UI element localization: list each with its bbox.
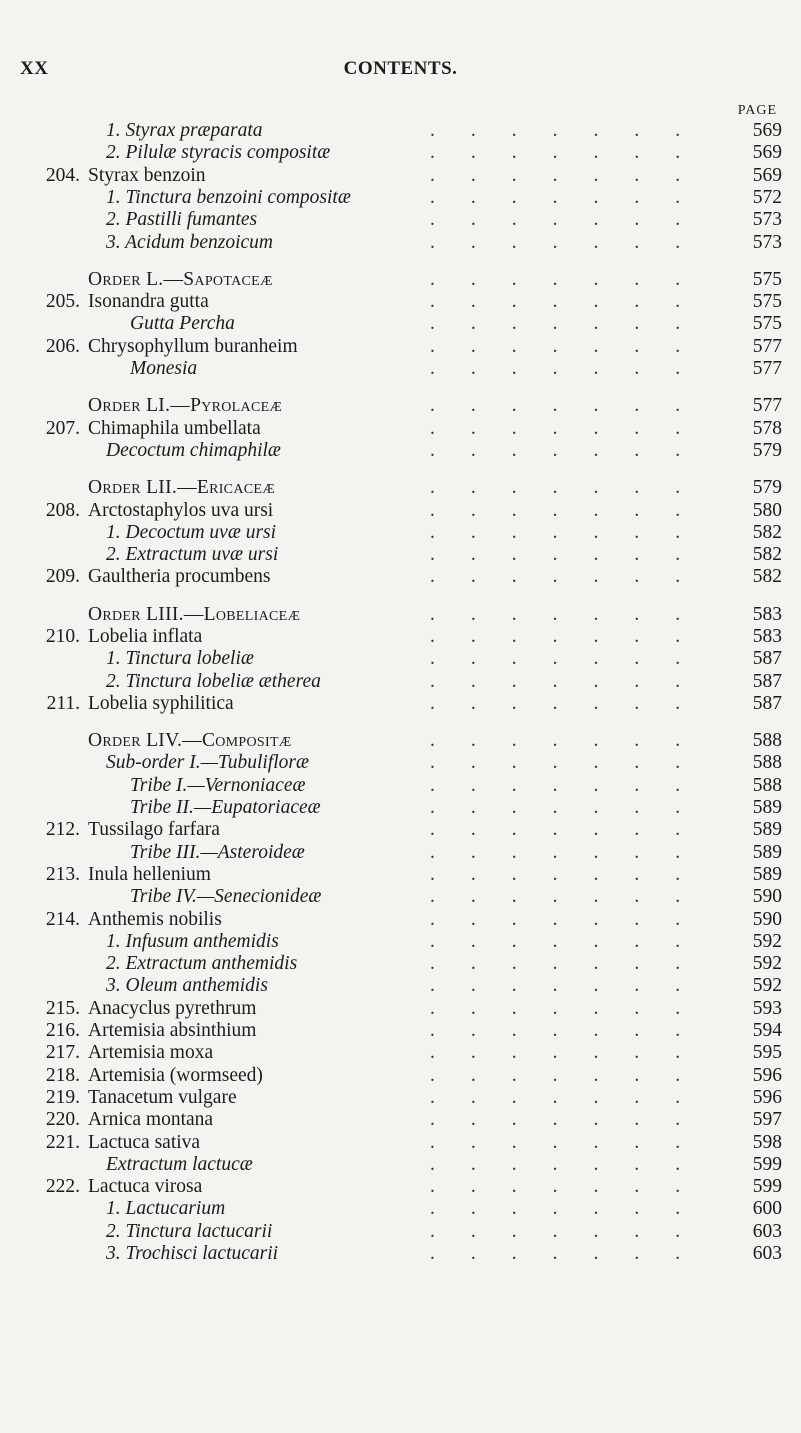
entry-title: Decoctum chimaphilæ: [106, 440, 281, 461]
entry-number: 211.: [46, 693, 80, 714]
entry-title: Inula hellenium: [88, 864, 211, 885]
entry-number: 204.: [45, 165, 80, 186]
entry-title: Arctostaphylos uva ursi: [88, 500, 274, 521]
entry-title: 1. Lactucarium: [106, 1198, 226, 1219]
leader-dots: .......: [430, 752, 717, 773]
entry-number: 210.: [45, 626, 80, 647]
leader-dots: .......: [430, 604, 717, 625]
entry-title: Tribe II.—Eupatoriaceæ: [130, 797, 321, 818]
leader-dots: .......: [430, 165, 717, 186]
contents-entry: [0, 208, 801, 232]
contents-entry: [0, 841, 801, 865]
entry-page-number: 575: [752, 269, 782, 290]
entry-page-number: 578: [752, 418, 782, 439]
contents-entry: [0, 997, 801, 1021]
contents-entry: [0, 625, 801, 649]
entry-number: 214.: [45, 909, 80, 930]
contents-entry: [0, 439, 801, 463]
entry-title: 3. Acidum benzoicum: [106, 232, 273, 253]
entry-page-number: 575: [752, 291, 782, 312]
page-title: CONTENTS.: [343, 58, 458, 79]
entry-page-number: 589: [752, 797, 782, 818]
entry-page-number: 577: [752, 395, 782, 416]
entry-title: Gaultheria procumbens: [88, 566, 271, 587]
leader-dots: .......: [430, 819, 717, 840]
leader-dots: .......: [430, 566, 717, 587]
contents-entry: [0, 499, 801, 523]
entry-title: 2. Extractum uvæ ursi: [106, 544, 279, 565]
entry-number: 205.: [45, 291, 80, 312]
entry-title: Arnica montana: [88, 1109, 214, 1130]
contents-entry: [0, 670, 801, 694]
contents-entry: [0, 186, 801, 210]
entry-page-number: 589: [752, 842, 782, 863]
leader-dots: .......: [430, 1042, 717, 1063]
entry-page-number: 577: [752, 336, 782, 357]
entry-page-number: 597: [752, 1109, 782, 1130]
leader-dots: .......: [430, 142, 717, 163]
entry-page-number: 580: [752, 500, 782, 521]
page-number: XX: [20, 58, 49, 79]
leader-dots: .......: [430, 693, 717, 714]
entry-page-number: 599: [752, 1154, 782, 1175]
entry-page-number: 569: [752, 142, 782, 163]
leader-dots: .......: [430, 909, 717, 930]
leader-dots: .......: [430, 1243, 717, 1264]
entry-number: 216.: [45, 1020, 80, 1041]
contents-entry: [0, 796, 801, 820]
leader-dots: .......: [430, 953, 717, 974]
contents-entry: [0, 930, 801, 954]
leader-dots: .......: [430, 730, 717, 751]
entry-title: Tribe I.—Vernoniaceæ: [130, 775, 306, 796]
leader-dots: .......: [430, 1020, 717, 1041]
contents-entry: [0, 1175, 801, 1199]
entry-page-number: 587: [752, 648, 782, 669]
entry-title: Tussilago farfara: [88, 819, 220, 840]
entry-title: Styrax benzoin: [88, 165, 206, 186]
leader-dots: .......: [430, 477, 717, 498]
entry-title: Anacyclus pyrethrum: [88, 998, 257, 1019]
contents-entry: [0, 1131, 801, 1155]
entry-page-number: 588: [752, 752, 782, 773]
entry-title: 3. Oleum anthemidis: [106, 975, 268, 996]
entry-page-number: 589: [752, 819, 782, 840]
entry-page-number: 582: [752, 566, 782, 587]
entry-page-number: 603: [752, 1243, 782, 1264]
leader-dots: .......: [430, 671, 717, 692]
contents-entry: [0, 952, 801, 976]
entry-page-number: 579: [752, 477, 782, 498]
entry-number: 207.: [45, 418, 80, 439]
entry-page-number: 600: [752, 1198, 782, 1219]
leader-dots: .......: [430, 1132, 717, 1153]
entry-title: Order LI.—Pyrolaceæ: [88, 395, 283, 416]
entry-page-number: 573: [752, 232, 782, 253]
leader-dots: .......: [430, 269, 717, 290]
entry-page-number: 596: [752, 1065, 782, 1086]
contents-entry: [0, 565, 801, 589]
contents-entry: [0, 692, 801, 716]
entry-page-number: 588: [752, 730, 782, 751]
entry-number: 220.: [45, 1109, 80, 1130]
leader-dots: .......: [430, 886, 717, 907]
entry-title: Artemisia moxa: [88, 1042, 214, 1063]
contents-entry: [0, 885, 801, 909]
leader-dots: .......: [430, 998, 717, 1019]
contents-entry: [0, 231, 801, 255]
entry-page-number: 596: [752, 1087, 782, 1108]
entry-title: Lactuca sativa: [88, 1132, 201, 1153]
leader-dots: .......: [430, 500, 717, 521]
leader-dots: .......: [430, 864, 717, 885]
contents-entry: [0, 1108, 801, 1132]
entry-page-number: 582: [752, 522, 782, 543]
contents-entry: [0, 1153, 801, 1177]
entry-page-number: 583: [752, 626, 782, 647]
entry-title: Order LIII.—Lobeliaceæ: [88, 604, 301, 625]
entry-number: 212.: [45, 819, 80, 840]
contents-entry: [0, 1041, 801, 1065]
entry-title: 2. Pilulæ styracis compositæ: [106, 142, 331, 163]
contents-entry: [0, 908, 801, 932]
entry-title: 2. Tinctura lactucarii: [106, 1221, 273, 1242]
entry-page-number: 582: [752, 544, 782, 565]
contents-entry: [0, 312, 801, 336]
leader-dots: .......: [430, 232, 717, 253]
leader-dots: .......: [430, 1154, 717, 1175]
entry-title: Lobelia syphilitica: [88, 693, 234, 714]
page-column-label: PAGE: [737, 103, 777, 118]
entry-page-number: 589: [752, 864, 782, 885]
entry-page-number: 569: [752, 120, 782, 141]
entry-page-number: 603: [752, 1221, 782, 1242]
entry-title: Order L.—Sapotaceæ: [88, 269, 273, 290]
leader-dots: .......: [430, 626, 717, 647]
entry-page-number: 575: [752, 313, 782, 334]
entry-number: 208.: [45, 500, 80, 521]
entry-title: Sub-order I.—Tubulifloræ: [106, 752, 309, 773]
leader-dots: .......: [430, 1087, 717, 1108]
entry-page-number: 587: [752, 693, 782, 714]
contents-entry: [0, 521, 801, 545]
entry-number: 219.: [45, 1087, 80, 1108]
entry-number: 217.: [45, 1042, 80, 1063]
leader-dots: .......: [430, 120, 717, 141]
leader-dots: .......: [430, 1065, 717, 1086]
contents-entry: [0, 290, 801, 314]
entry-page-number: 573: [752, 209, 782, 230]
leader-dots: .......: [430, 187, 717, 208]
leader-dots: .......: [430, 313, 717, 334]
entry-page-number: 588: [752, 775, 782, 796]
entry-title: 1. Tinctura benzoini compositæ: [106, 187, 351, 208]
entry-title: Lactuca virosa: [88, 1176, 203, 1197]
leader-dots: .......: [430, 931, 717, 952]
leader-dots: .......: [430, 522, 717, 543]
contents-entry: [0, 268, 801, 292]
leader-dots: .......: [430, 544, 717, 565]
leader-dots: .......: [430, 395, 717, 416]
leader-dots: .......: [430, 440, 717, 461]
leader-dots: .......: [430, 775, 717, 796]
leader-dots: .......: [430, 418, 717, 439]
entry-page-number: 594: [752, 1020, 782, 1041]
entry-title: Artemisia (wormseed): [88, 1065, 263, 1086]
contents-entry: [0, 774, 801, 798]
entry-title: 1. Styrax præparata: [106, 120, 263, 141]
leader-dots: .......: [430, 1109, 717, 1130]
leader-dots: .......: [430, 1221, 717, 1242]
entry-title: Chimaphila umbellata: [88, 418, 261, 439]
entry-page-number: 579: [752, 440, 782, 461]
entry-title: Anthemis nobilis: [88, 909, 222, 930]
leader-dots: .......: [430, 797, 717, 818]
entry-title: Chrysophyllum buranheim: [88, 336, 298, 357]
entry-page-number: 592: [752, 931, 782, 952]
entry-title: Tribe III.—Asteroideæ: [130, 842, 305, 863]
entry-page-number: 587: [752, 671, 782, 692]
contents-entry: [0, 543, 801, 567]
leader-dots: .......: [430, 648, 717, 669]
entry-title: Artemisia absinthium: [88, 1020, 257, 1041]
entry-title: Order LII.—Ericaceæ: [88, 477, 275, 498]
contents-entry: [0, 394, 801, 418]
entry-number: 218.: [45, 1065, 80, 1086]
entry-page-number: 592: [752, 975, 782, 996]
entry-title: 1. Tinctura lobeliæ: [106, 648, 254, 669]
leader-dots: .......: [430, 291, 717, 312]
entry-page-number: 595: [752, 1042, 782, 1063]
entry-title: 3. Trochisci lactucarii: [106, 1243, 279, 1264]
contents-entry: [0, 603, 801, 627]
entry-page-number: 583: [752, 604, 782, 625]
entry-title: 2. Extractum anthemidis: [106, 953, 298, 974]
leader-dots: .......: [430, 358, 717, 379]
contents-entry: [0, 335, 801, 359]
entry-number: 209.: [45, 566, 80, 587]
contents-entry: [0, 417, 801, 441]
contents-entry: [0, 141, 801, 165]
entry-title: Monesia: [130, 358, 198, 379]
entry-page-number: 598: [752, 1132, 782, 1153]
leader-dots: .......: [430, 975, 717, 996]
contents-entry: [0, 1220, 801, 1244]
entry-number: 213.: [45, 864, 80, 885]
entry-page-number: 569: [752, 165, 782, 186]
entry-title: Lobelia inflata: [88, 626, 203, 647]
entry-page-number: 577: [752, 358, 782, 379]
entry-number: 215.: [45, 998, 80, 1019]
entry-title: 2. Tinctura lobeliæ ætherea: [106, 671, 321, 692]
contents-entry: [0, 974, 801, 998]
entry-title: Tanacetum vulgare: [88, 1087, 237, 1108]
entry-title: Extractum lactucæ: [106, 1154, 253, 1175]
entry-page-number: 593: [752, 998, 782, 1019]
entry-title: 1. Decoctum uvæ ursi: [106, 522, 277, 543]
contents-entry: [0, 1019, 801, 1043]
contents-entry: [0, 647, 801, 671]
contents-entry: [0, 357, 801, 381]
entry-title: Tribe IV.—Senecionideæ: [130, 886, 322, 907]
leader-dots: .......: [430, 842, 717, 863]
contents-entry: [0, 863, 801, 887]
entry-title: Order LIV.—Compositæ: [88, 730, 292, 751]
entry-title: Isonandra gutta: [88, 291, 209, 312]
leader-dots: .......: [430, 336, 717, 357]
entry-number: 206.: [45, 336, 80, 357]
entry-number: 221.: [45, 1132, 80, 1153]
contents-entry: [0, 751, 801, 775]
entry-title: Gutta Percha: [130, 313, 235, 334]
entry-page-number: 592: [752, 953, 782, 974]
contents-entry: [0, 1197, 801, 1221]
contents-entry: [0, 164, 801, 188]
contents-entry: [0, 476, 801, 500]
entry-title: 1. Infusum anthemidis: [106, 931, 279, 952]
contents-entry: [0, 1086, 801, 1110]
leader-dots: .......: [430, 209, 717, 230]
contents-entry: [0, 119, 801, 143]
contents-entry: [0, 818, 801, 842]
entry-title: 2. Pastilli fumantes: [106, 209, 258, 230]
entry-number: 222.: [45, 1176, 80, 1197]
contents-entry: [0, 1242, 801, 1266]
contents-entry: [0, 1064, 801, 1088]
entry-page-number: 572: [752, 187, 782, 208]
entry-page-number: 590: [752, 886, 782, 907]
leader-dots: .......: [430, 1176, 717, 1197]
entry-page-number: 599: [752, 1176, 782, 1197]
contents-entry: [0, 729, 801, 753]
leader-dots: .......: [430, 1198, 717, 1219]
entry-page-number: 590: [752, 909, 782, 930]
